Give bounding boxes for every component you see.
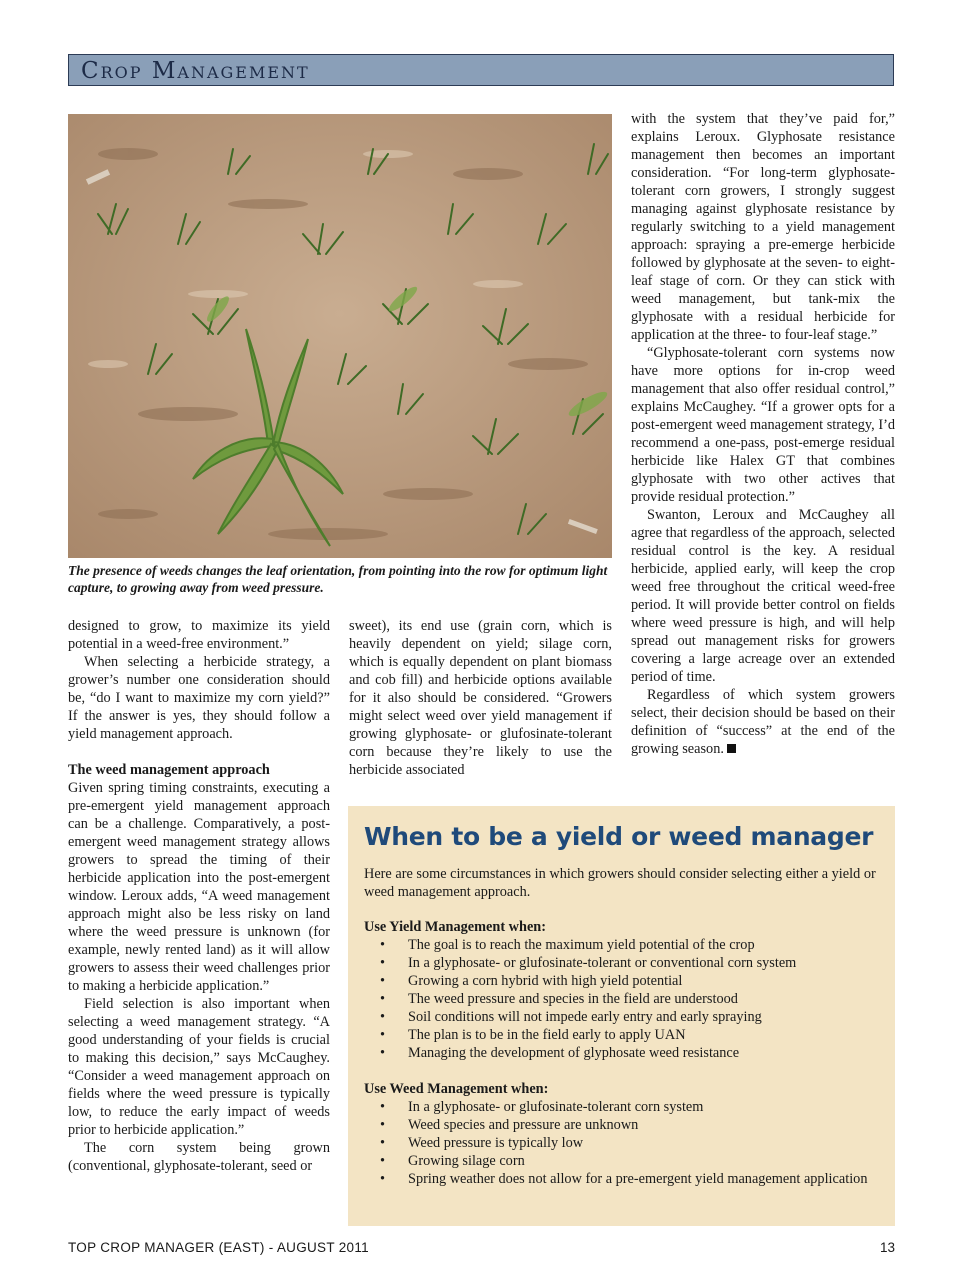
sidebar-title: When to be a yield or weed manager [364,822,874,851]
subheading-weed-management: The weed management approach [68,762,270,778]
section-header-title: Crop Management [81,58,310,84]
corn-seedlings-photo [68,114,612,558]
bullet-icon: • [380,1153,386,1169]
list-item-text: In a glyphosate- or glufosinate-tolerant corn system [408,1099,704,1115]
list-item [364,1134,881,1152]
list-item [364,1044,881,1062]
list-item [364,1008,881,1026]
paragraph-text: Regardless of which system growers select, their decision should be based on their definition of “success” at the end of the growing season. [631,687,895,757]
paragraph: Swanton, Leroux and McCaughey all agree that regardless of the approach, selected residual control is the key. A residual herbicide, applied early, will keep the crop weed free throughout the critical weed-free period. It will provide better control on fields where weed pressure is high, and will help spread out management risks for growers covering a large acreage over an extended period of time. [631,507,895,685]
list-item [364,1152,881,1170]
list-item [364,1116,881,1134]
bullet-icon: • [380,1027,386,1043]
list-item-text: Growing a corn hybrid with high yield potential [408,973,683,989]
bullet-icon: • [380,1117,386,1133]
list-item-text: Soil conditions will not impede early entry and early spraying [408,1009,762,1025]
article-column-1 [68,617,330,1175]
bullet-icon: • [380,1135,386,1151]
paragraph: with the system that they’ve paid for,” explains Leroux. Glyphosate resistance management then becomes an important consideration. “For long-term glyphosate-tolerant corn growers, I strongly suggest managing against glyphosate resistance by regularly switching to a yield management approach: spraying a pre-emerge herbicide followed by glyphosate at the seven- to eight-leaf stage of corn. Or they can stick with weed management, but tank-mix the glyphosate with a residual herbicide for application at the three- to four-leaf stage.” [631,111,895,343]
paragraph: When selecting a herbicide strategy, a grower’s number one consideration should be, “do I want to maximize my corn yield?” If the answer is yes, they should follow a yield management approach. [68,654,330,742]
bullet-icon: • [380,1099,386,1115]
end-of-article-mark [727,744,736,753]
bullet-icon: • [380,1171,386,1187]
bullet-icon: • [380,937,386,953]
yield-management-list [364,936,881,1062]
list-item [364,936,881,954]
page-number: 13 [880,1240,896,1255]
list-item [364,1098,881,1116]
list-item-text: Weed pressure is typically low [408,1135,584,1151]
list-item [364,1026,881,1044]
yield-management-heading: Use Yield Management when: [364,919,546,935]
paragraph: sweet), its end use (grain corn, which is heavily dependent on yield; silage corn, which is equally dependent on plant biomass and cob fill) and herbicide options available for it also should be considered. “Growers might select weed over yield management if growing glyphosate- or glufosinate-tolerant corn because they’re likely to use the herbicide associated [349,618,612,778]
list-item-text: Weed species and pressure are unknown [408,1117,639,1133]
article-column-2 [349,617,612,779]
photo-illustration [68,114,612,558]
bullet-icon: • [380,1045,386,1061]
sidebar-intro: Here are some circumstances in which growers should consider selecting either a yield or weed management approach. [364,866,876,900]
list-item [364,990,881,1008]
weed-management-heading: Use Weed Management when: [364,1081,549,1097]
paragraph: designed to grow, to maximize its yield potential in a weed-free environment.” [68,618,330,652]
bullet-icon: • [380,1009,386,1025]
list-item-text: The weed pressure and species in the field are understood [408,991,738,1007]
list-item-text: Growing silage corn [408,1153,525,1169]
list-item-text: The plan is to be in the field early to apply UAN [408,1027,686,1043]
paragraph: Field selection is also important when selecting a weed management strategy. “A good understanding of your fields is crucial to making this decision,” says McCaughey. “Consider a weed management approach on fields where the weed pressure is typically low, to reduce the early impact of weeds prior to herbicide application.” [68,996,330,1138]
paragraph: The corn system being grown (conventional, glyphosate-tolerant, seed or [68,1140,330,1174]
list-item-text: Spring weather does not allow for a pre-emergent yield management application [408,1171,868,1187]
list-item [364,972,881,990]
paragraph: Given spring timing constraints, executing a pre-emergent yield management approach can be a challenge. Comparatively, a post-emergent weed management strategy allows growers to spread the timing of their herbicide application into the post-emergent window. Leroux adds, “A weed management approach might also be less risky on land where the weed pressure is unknown (for example, newly rented land) as it will allow growers to assess their weed challenges prior to making a herbicide application.” [68,780,330,994]
list-item-text: The goal is to reach the maximum yield potential of the crop [408,937,755,953]
list-item [364,954,881,972]
photo-caption: The presence of weeds changes the leaf orientation, from pointing into the row for optimum light capture, to growing away from weed pressure. [68,563,608,595]
list-item-text: In a glyphosate- or glufosinate-tolerant or conventional corn system [408,955,797,971]
weed-management-list [364,1098,881,1188]
paragraph: “Glyphosate-tolerant corn systems now have more options for in-crop weed management that also offer residual control,” explains McCaughey. “If a grower opts for a post-emergent weed management strategy, I’d recommend a one-pass, post-emerge residual herbicide like Halex GT that combines glyphosate with two other actives that provide residual protection.” [631,345,895,505]
bullet-icon: • [380,973,386,989]
list-item [364,1170,881,1188]
bullet-icon: • [380,955,386,971]
bullet-icon: • [380,991,386,1007]
paragraph-final [631,686,895,758]
list-item-text: Managing the development of glyphosate weed resistance [408,1045,740,1061]
sidebar-box [348,806,895,1226]
footer-publication: TOP CROP MANAGER (EAST) - AUGUST 2011 [68,1240,369,1255]
article-column-3 [631,110,895,758]
section-header-bar [68,54,894,86]
